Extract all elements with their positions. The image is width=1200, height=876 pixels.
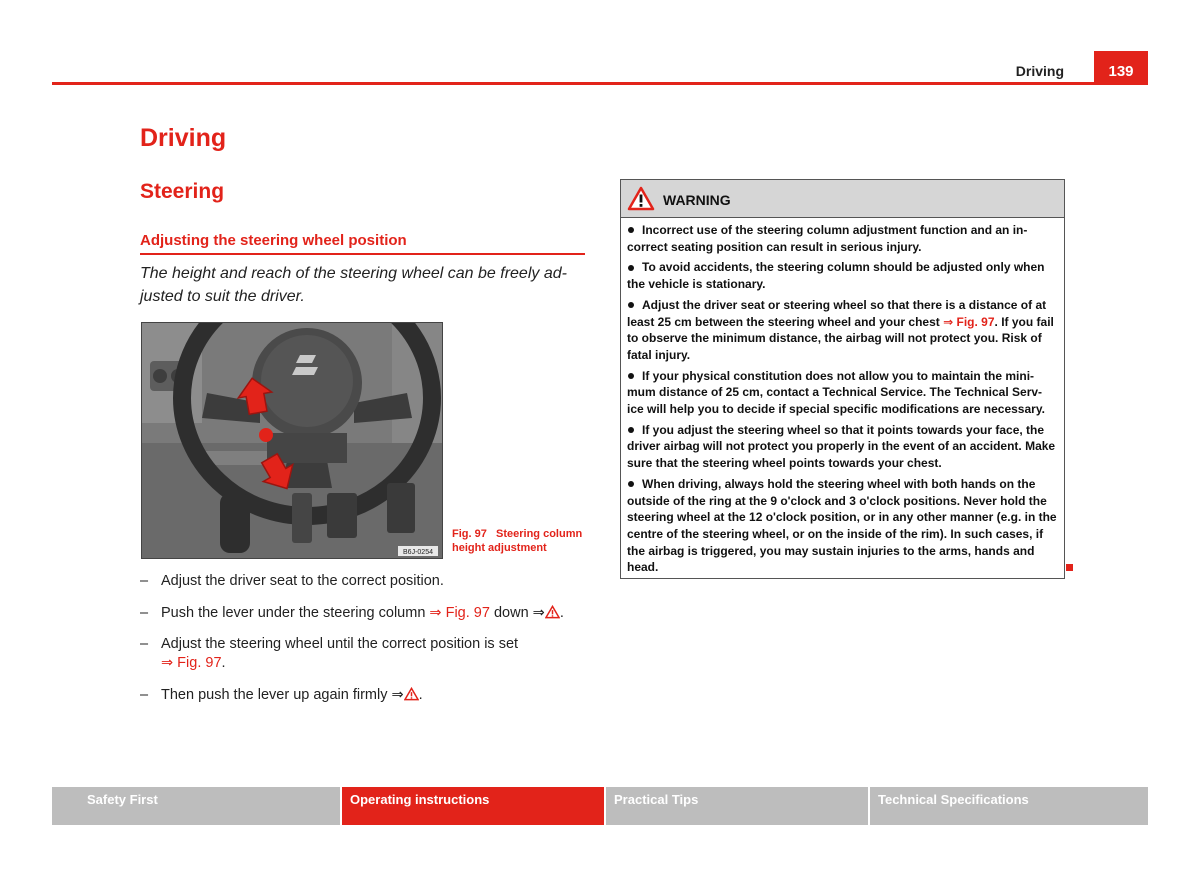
- steering-column-figure: [141, 322, 443, 559]
- bullet-icon: [628, 265, 634, 271]
- warning-body: [621, 218, 1064, 576]
- warning-item: [627, 422, 1058, 472]
- section-title: Steering: [140, 180, 225, 203]
- section-end-mark: [1066, 564, 1073, 571]
- warning-item-text-after: . If you fail to observe the minimum distance, the airbag will not protect you. Risk of fatal injury.: [627, 314, 1054, 362]
- bullet-icon: [628, 227, 634, 233]
- steering-wheel-illustration: [142, 323, 442, 558]
- figure-caption: [452, 527, 592, 555]
- footer-tab-label: Technical Specifications: [878, 792, 1029, 807]
- warning-triangle-icon[interactable]: [404, 687, 419, 701]
- instruction-steps: [140, 572, 590, 717]
- step-item: [140, 572, 590, 591]
- footer-tab-label: Safety First: [87, 792, 158, 807]
- warning-item-text: When driving, always hold the steering wheel with both hands on the outside of the ring at the 9 o'clock and 3 o'clock positions. Never hold the steering wheel at the 12 o'clock position, or in any other manner (e.g. in the centre of the steering wheel, or on the inside of the rim). In such cases, if the airbag is triggered, you may sustain injuries to the arms, hands and head.: [627, 476, 1057, 575]
- step-text: Push the lever under the steering column: [161, 604, 426, 621]
- step-item: [140, 604, 590, 623]
- step-dash: –: [140, 604, 149, 621]
- subsection-rule: [140, 253, 585, 255]
- warning-item: [627, 259, 1058, 292]
- footer-tab-label: Operating instructions: [350, 792, 490, 807]
- step-item: [140, 635, 590, 673]
- footer-tab-practical-tips[interactable]: [606, 787, 868, 825]
- figure-caption-label: Fig. 97: [452, 528, 487, 540]
- bullet-icon: [628, 481, 634, 487]
- step-text-after: down ⇒: [493, 604, 545, 621]
- figure-reference-link[interactable]: ⇒ Fig. 97: [943, 314, 995, 329]
- warning-box: [620, 179, 1065, 579]
- figure-reference-link[interactable]: ⇒ Fig. 97: [429, 604, 490, 621]
- warning-item: [627, 297, 1058, 364]
- warning-header: [621, 180, 1064, 218]
- warning-triangle-icon[interactable]: [545, 605, 560, 619]
- intro-text: The height and reach of the steering wheel can be freely ad-justed to suit the driver.: [140, 265, 567, 305]
- warning-item-text: If you adjust the steering wheel so that it points towards your face, the driver airbag will not protect you properly in the event of an accident. Make sure that the steering wheel points towards your chest.: [627, 422, 1056, 471]
- page-number: 139: [1094, 51, 1148, 85]
- figure-reference-link[interactable]: ⇒ Fig. 97: [161, 655, 222, 671]
- chapter-title: Driving: [140, 124, 227, 152]
- warning-item-text: Adjust the driver seat or steering wheel so that there is a distance of at least 25 cm between the steering wheel and your chest: [627, 297, 1047, 329]
- step-dash: –: [140, 686, 149, 703]
- footer-tab-technical-specifications[interactable]: [870, 787, 1148, 825]
- figure-code: B6J-0254: [403, 549, 433, 556]
- warning-item: [627, 368, 1058, 418]
- step-text: Adjust the driver seat to the correct position.: [161, 573, 444, 589]
- step-end: .: [559, 604, 564, 621]
- bullet-icon: [628, 302, 634, 308]
- step-text: Then push the lever up again firmly ⇒: [161, 686, 404, 703]
- step-text: Adjust the steering wheel until the correct position is set: [161, 636, 519, 652]
- warning-title: WARNING: [663, 192, 731, 208]
- subsection-title: Adjusting the steering wheel position: [140, 232, 407, 249]
- bullet-icon: [628, 373, 634, 379]
- step-end: .: [221, 655, 226, 671]
- step-dash: –: [140, 636, 149, 652]
- warning-item-text: If your physical constitution does not allow you to maintain the mini-mum distance of 25 cm, contact a Technical Service. The Technical Serv-ice will help you to decide if special specific modifications are necessary.: [627, 368, 1045, 417]
- running-header-section: Driving: [1015, 63, 1064, 79]
- footer-tab-safety-first[interactable]: [52, 787, 340, 825]
- step-item: [140, 686, 590, 705]
- footer-tab-operating-instructions[interactable]: [342, 787, 604, 825]
- warning-triangle-icon: [627, 186, 655, 211]
- warning-item-text: To avoid accidents, the steering column should be adjusted only when the vehicle is stationary.: [627, 260, 1045, 292]
- figure-caption-text: Steering column height adjustment: [452, 528, 583, 554]
- warning-item: [627, 222, 1058, 255]
- warning-item-text: Incorrect use of the steering column adjustment function and an in-correct seating position can result in serious injury.: [627, 223, 1028, 254]
- header-rule: [52, 82, 1148, 85]
- step-end: .: [418, 686, 423, 703]
- footer-tab-label: Practical Tips: [614, 792, 699, 807]
- warning-item: [627, 476, 1058, 576]
- step-dash: –: [140, 573, 149, 589]
- bullet-icon: [628, 427, 634, 433]
